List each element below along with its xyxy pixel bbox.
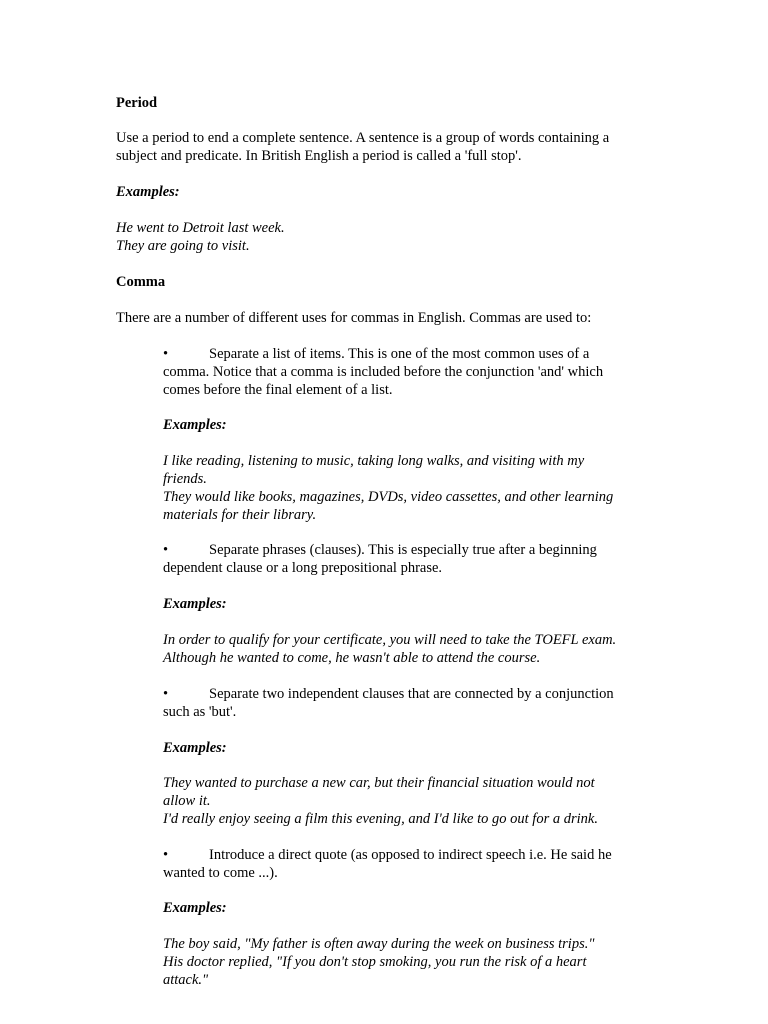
example-sentence: materials for their library. [163,507,317,523]
example-sentence: They are going to visit. [116,238,250,254]
example-sentence: In order to qualify for your certificate, you will need to take the TOEFL exam. [163,632,617,648]
example-sentence: I like reading, listening to music, taking long walks, and visiting with my [163,453,585,469]
comma-intro: There are a number of different uses for commas in English. Commas are used to: [116,310,592,326]
example-sentence: They would like books, magazines, DVDs, video cassettes, and other learning [163,489,614,505]
example-sentence: He went to Detroit last week. [116,220,285,236]
example-sentence: allow it. [163,793,211,809]
example-sentence: I'd really enjoy seeing a film this evening, and I'd like to go out for a drink. [163,811,598,827]
period-heading: Period [116,95,158,111]
period-description-line: subject and predicate. In British English a period is called a 'full stop'. [116,148,522,164]
examples-label: Examples: [163,740,227,756]
use-text-line: such as 'but'. [163,704,237,720]
examples-label: Examples: [163,596,227,612]
bullet-icon: • [163,346,169,362]
use-text-line: Separate two independent clauses that are connected by a conjunction [209,686,614,702]
examples-label: Examples: [163,417,227,433]
example-sentence: friends. [163,471,207,487]
use-text-line: dependent clause or a long prepositional phrase. [163,560,443,576]
example-sentence: Although he wanted to come, he wasn't able to attend the course. [163,650,541,666]
example-sentence: The boy said, "My father is often away during the week on business trips." [163,936,595,952]
use-text-line: comes before the final element of a list. [163,382,393,398]
use-text-line: Introduce a direct quote (as opposed to indirect speech i.e. He said he [209,847,612,863]
example-sentence: His doctor replied, "If you don't stop smoking, you run the risk of a heart [163,954,587,970]
use-text-line: comma. Notice that a comma is included before the conjunction 'and' which [163,364,604,380]
use-text-line: wanted to come ...). [163,865,278,881]
examples-block [163,935,663,989]
bullet-icon: • [163,686,169,702]
period-description [116,129,656,165]
example-sentence: attack." [163,972,209,988]
bullet-icon: • [163,847,169,863]
comma-use-independent-clauses [163,685,663,721]
use-text-line: Separate a list of items. This is one of the most common uses of a [209,346,590,362]
comma-heading: Comma [116,274,166,290]
examples-label: Examples: [163,900,227,916]
examples-block [163,774,663,828]
example-sentence: They wanted to purchase a new car, but their financial situation would not [163,775,595,791]
use-text-line: Separate phrases (clauses). This is especially true after a beginning [209,542,597,558]
bullet-icon: • [163,542,169,558]
comma-use-phrases [163,541,663,577]
examples-block [163,631,663,667]
period-description-line: Use a period to end a complete sentence. A sentence is a group of words containing a [116,130,610,146]
period-examples [116,219,656,255]
comma-use-list-items [163,345,663,399]
comma-use-direct-quote [163,846,663,882]
period-examples-label: Examples: [116,184,180,200]
examples-block [163,452,663,524]
